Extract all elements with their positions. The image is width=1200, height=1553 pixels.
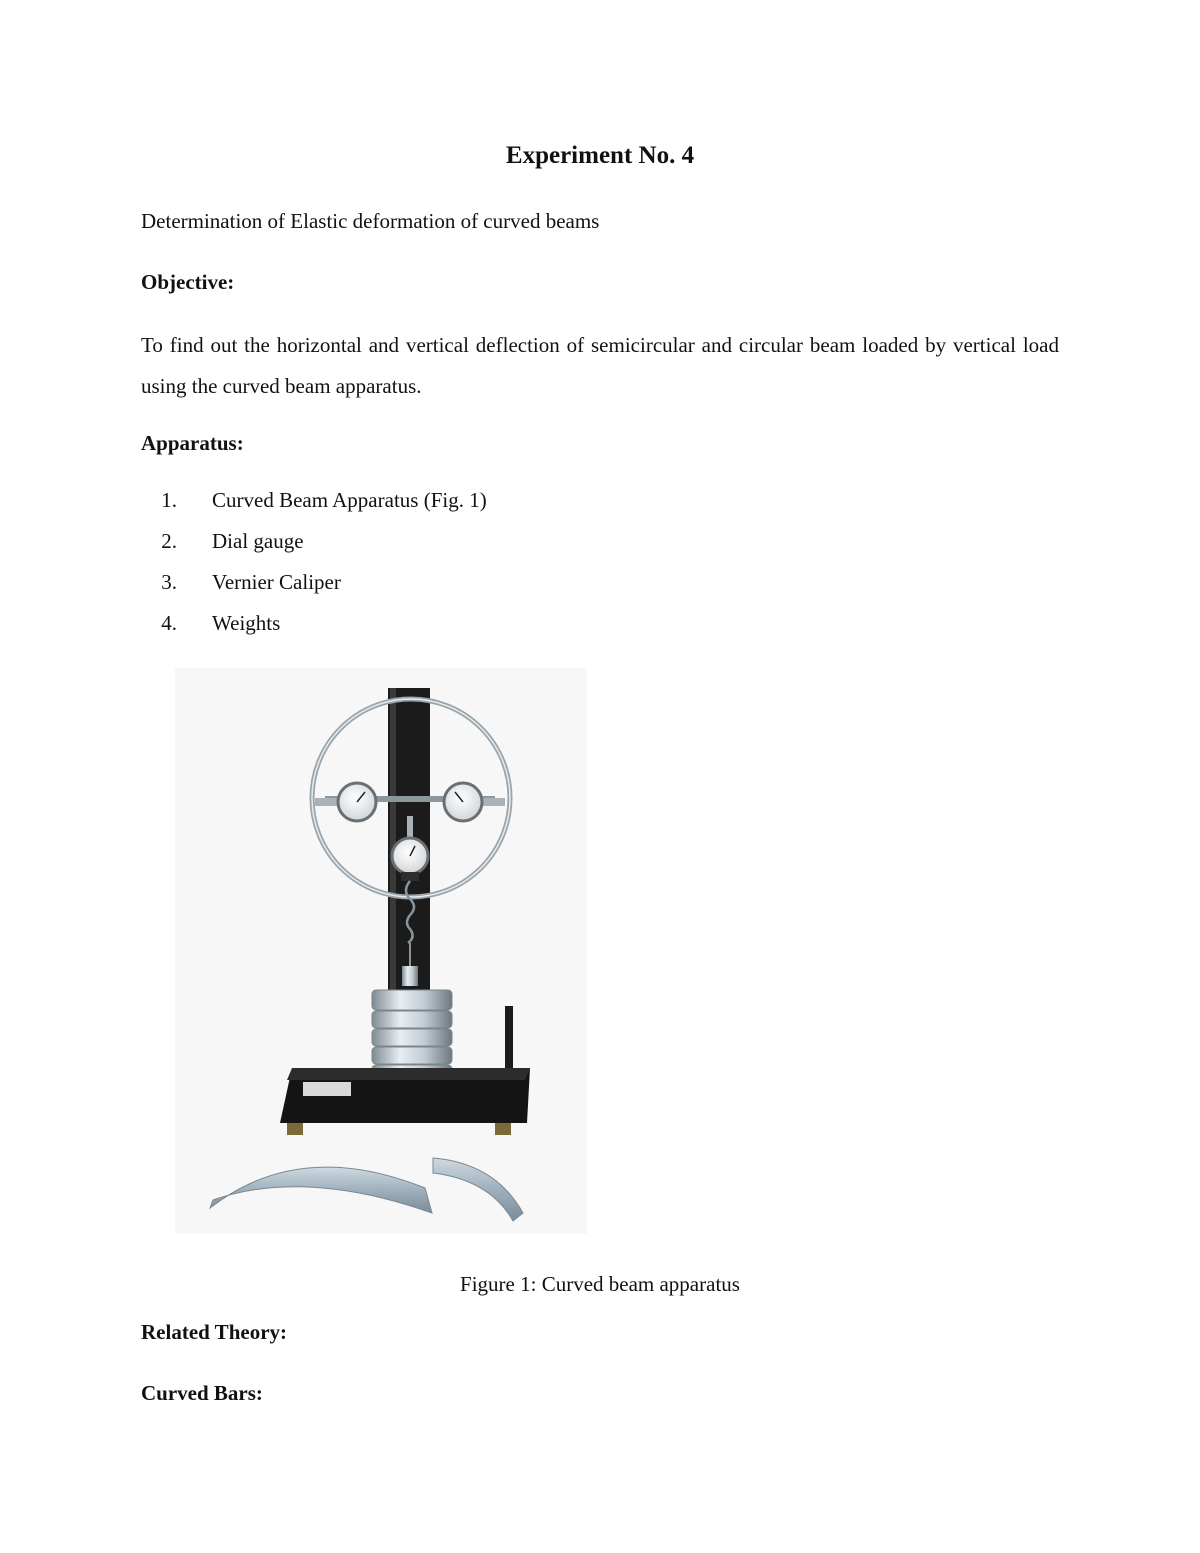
page-title: Experiment No. 4 bbox=[505, 142, 695, 169]
list-item bbox=[141, 570, 487, 611]
list-item-label: Weights bbox=[212, 611, 281, 635]
list-item bbox=[141, 611, 487, 652]
apparatus-list bbox=[141, 488, 487, 652]
figure-caption: Figure 1: Curved beam apparatus bbox=[460, 1272, 740, 1296]
list-item-label: Curved Beam Apparatus (Fig. 1) bbox=[212, 488, 487, 512]
objective-text: To find out the horizontal and vertical deflection of semicircular and circular beam loaded by vertical load using the curved beam apparatus. bbox=[141, 333, 1059, 398]
figure-background bbox=[175, 668, 587, 1234]
list-item-number: 4. bbox=[161, 611, 177, 635]
objective-heading: Objective: bbox=[141, 270, 235, 294]
curved-bars-heading: Curved Bars: bbox=[141, 1381, 263, 1405]
related-theory-heading: Related Theory: bbox=[141, 1320, 288, 1344]
list-item-number: 2. bbox=[161, 529, 177, 553]
list-item-label: Vernier Caliper bbox=[212, 570, 341, 594]
experiment-subtitle: Determination of Elastic deformation of curved beams bbox=[141, 209, 600, 233]
list-item-number: 1. bbox=[161, 488, 177, 512]
list-item bbox=[141, 488, 487, 529]
list-item bbox=[141, 529, 487, 570]
curved-beam-apparatus-figure bbox=[175, 668, 587, 1234]
list-item-number: 3. bbox=[161, 570, 177, 594]
apparatus-heading: Apparatus: bbox=[141, 431, 244, 455]
list-item-label: Dial gauge bbox=[212, 529, 304, 553]
